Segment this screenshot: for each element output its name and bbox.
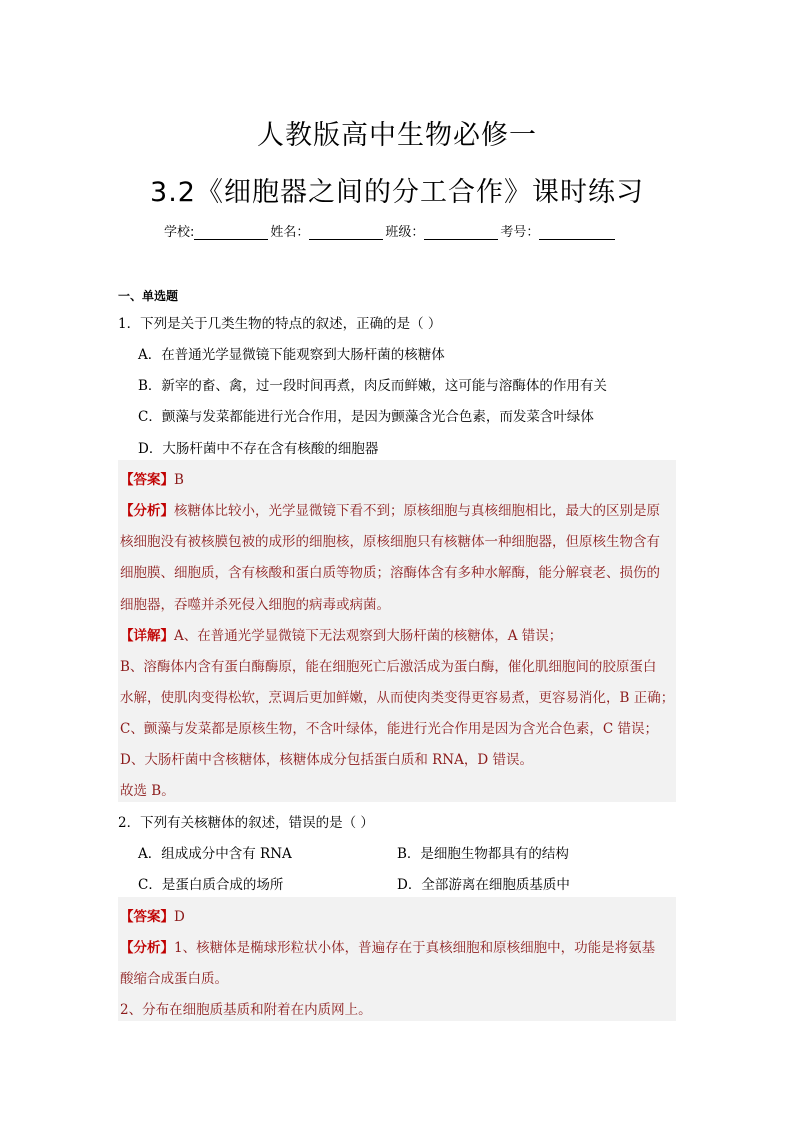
- question-1-option-b: B．新宰的畜、禽，过一段时间再煮，肉反而鲜嫩，这可能与溶酶体的作用有关: [138, 378, 607, 394]
- question-1-option-a: A．在普通光学显微镜下能观察到大肠杆菌的核糖体: [138, 347, 445, 363]
- question-1-conclusion: 故选 B。: [120, 783, 175, 799]
- question-1-option-c: C．颤藻与发菜都能进行光合作用，是因为颤藻含光合色素，而发菜含叶绿体: [138, 409, 594, 425]
- question-1-detail-line-2: B、溶酶体内含有蛋白酶酶原，能在细胞死亡后激活成为蛋白酶，催化肌细胞间的胶原蛋白: [120, 659, 657, 675]
- question-1-detail-line-3: 水解，使肌肉变得松软，烹调后更加鲜嫩，从而使肉类变得更容易煮，更容易消化，B 正确；: [120, 690, 675, 706]
- question-1-option-d: D．大肠杆菌中不存在含有核酸的细胞器: [138, 441, 379, 457]
- question-2-option-c: C．是蛋白质合成的场所: [138, 877, 284, 893]
- question-1-analysis-line-1: 【分析】核糖体比较小，光学显微镜下看不到；原核细胞与真核细胞相比，最大的区别是原: [120, 503, 660, 519]
- question-1-analysis-line-3: 细胞膜、细胞质，含有核酸和蛋白质等物质；溶酶体含有多种水解酶，能分解衰老、损伤的: [120, 565, 660, 581]
- question-1-analysis-line-2: 核细胞没有被核膜包被的成形的细胞核，原核细胞只有核糖体一种细胞器，但原核生物含有: [120, 534, 660, 550]
- question-2-option-b: B．是细胞生物都具有的结构: [397, 846, 569, 862]
- document-title-line2: 3.2《细胞器之间的分工合作》课时练习: [150, 177, 644, 208]
- question-1-detail-line-1: 【详解】A、在普通光学显微镜下无法观察到大肠杆菌的核糖体，A 错误；: [120, 628, 563, 644]
- question-1-answer: [120, 468, 184, 488]
- question-1-answer-box: [118, 460, 676, 802]
- analysis-tag: 【分析】: [120, 940, 174, 956]
- name-label: 姓名：: [270, 225, 310, 240]
- student-info-line: [164, 221, 617, 240]
- question-2-option-d: D．全部游离在细胞质基质中: [397, 877, 570, 893]
- exam-number-label: 考号：: [500, 225, 540, 240]
- question-2-analysis-line-3: 2、分布在细胞质基质和附着在内质网上。: [120, 1002, 372, 1018]
- name-field[interactable]: [309, 225, 383, 240]
- question-2-stem: 2．下列有关核糖体的叙述，错误的是（ ）: [118, 815, 374, 831]
- question-2-analysis-line-1: 【分析】1、核糖体是椭球形粒状小体，普遍存在于真核细胞和原核细胞中，功能是将氨基: [120, 940, 656, 956]
- section-title: 一、单选题: [118, 289, 179, 303]
- question-2-answer-box: [118, 897, 676, 1021]
- question-1-stem: 1．下列是关于几类生物的特点的叙述，正确的是（ ）: [118, 316, 442, 332]
- school-label: 学校:: [164, 225, 195, 240]
- analysis-tag: 【分析】: [120, 503, 174, 519]
- answer-tag: 【答案】: [120, 909, 174, 925]
- question-2-answer: [120, 905, 185, 925]
- school-field[interactable]: [194, 225, 268, 240]
- answer-value: B: [174, 472, 184, 488]
- exam-number-field[interactable]: [539, 225, 615, 240]
- question-2-analysis-line-2: 酸缩合成蛋白质。: [120, 971, 228, 987]
- question-1-analysis-line-4: 细胞器，吞噬并杀死侵入细胞的病毒或病菌。: [120, 597, 390, 613]
- class-field[interactable]: [424, 225, 498, 240]
- answer-value: D: [174, 909, 185, 925]
- document-title-line1: 人教版高中生物必修一: [257, 120, 537, 151]
- question-1-detail-line-4: C、颤藻与发菜都是原核生物，不含叶绿体，能进行光合作用是因为含光合色素，C 错误；: [120, 721, 658, 737]
- class-label: 班级：: [385, 225, 425, 240]
- question-2-option-a: A．组成成分中含有 RNA: [138, 846, 292, 862]
- answer-tag: 【答案】: [120, 472, 174, 488]
- question-1-detail-line-5: D、大肠杆菌中含核糖体，核糖体成分包括蛋白质和 RNA，D 错误。: [120, 752, 533, 768]
- detail-tag: 【详解】: [120, 628, 174, 644]
